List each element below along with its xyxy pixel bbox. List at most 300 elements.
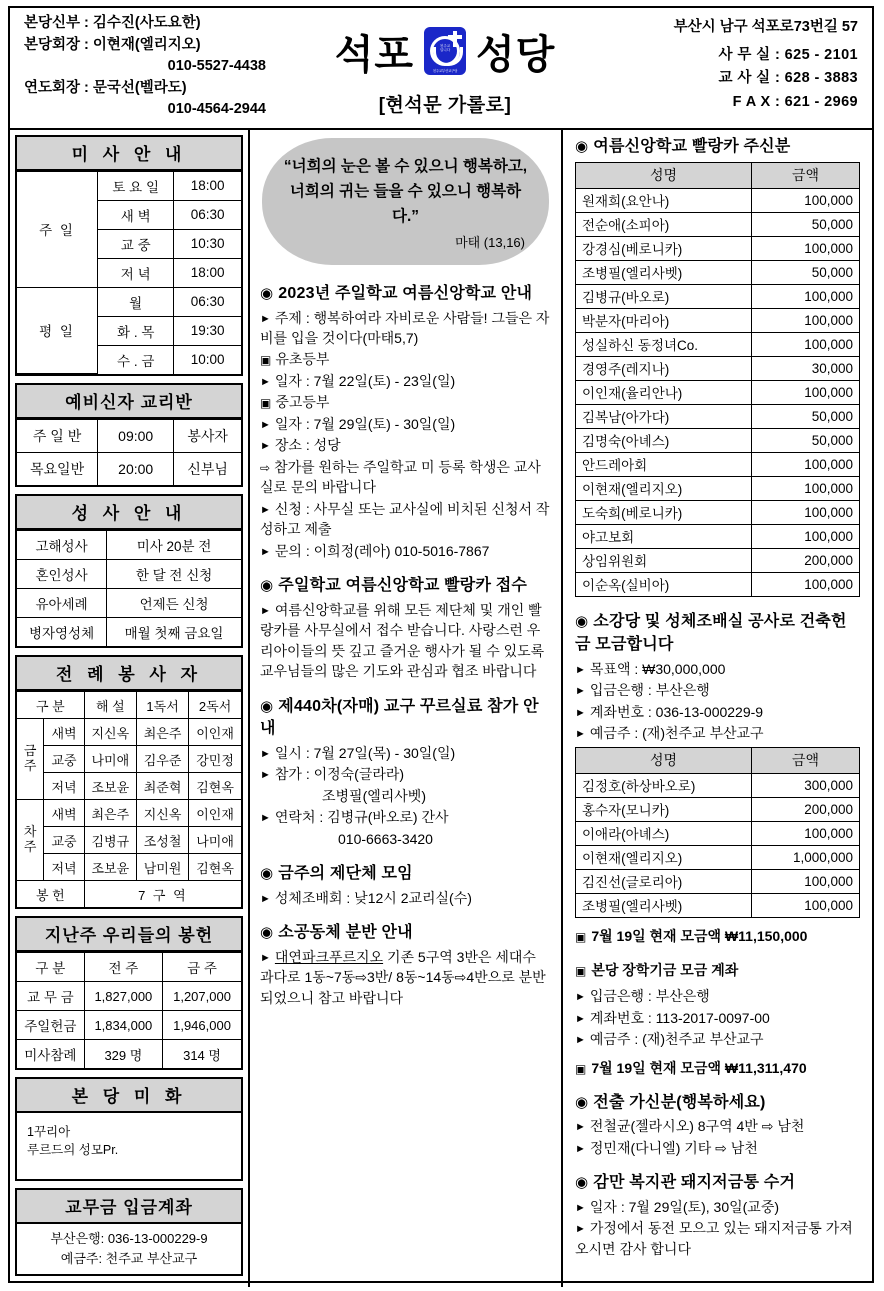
middle-sections	[260, 283, 551, 1008]
table-row	[576, 870, 860, 894]
arrow-bullet-icon: ►	[575, 1223, 586, 1236]
table-row	[17, 531, 241, 560]
liturgy-mass-time: 교중	[44, 746, 84, 773]
offering-this-week: 314 명	[163, 1040, 241, 1069]
palanka-donors-heading	[575, 136, 860, 159]
sacrament-info: 매월 첫째 금요일	[107, 618, 241, 647]
transfer-out-line-text: 전철균(젤라시오) 8구역 4반 ⇨ 남천	[589, 1118, 805, 1135]
notice-line-text: 성체조배회 : 낮12시 2교리실(수)	[274, 889, 472, 906]
table-row	[576, 237, 860, 261]
arrow-bullet-icon: ►	[260, 892, 271, 905]
square-bullet-icon: ▣	[575, 1061, 587, 1076]
sacrament-box	[15, 494, 243, 648]
arrow-bullet-icon: ►	[575, 1121, 586, 1134]
liturgy-mass-time: 새벽	[44, 800, 84, 827]
table-row	[576, 381, 860, 405]
piggybank-lines	[575, 1197, 860, 1259]
donor-name: 전순애(소피아)	[576, 213, 752, 237]
sacrament-name: 혼인성사	[17, 560, 107, 589]
liturgy-mass-time: 교중	[44, 827, 84, 854]
donor-name: 김진선(글로리아)	[576, 870, 752, 894]
notice-line-text: 대연파크푸르지오 기존 5구역 3반은 세대수 과다로 1동~7동⇨3반/ 8동~14동⇨4반으로 분반되었으니 참고 바랍니다	[260, 949, 546, 1006]
teacher-room-phone: 교 사 실 : 628 - 3883	[718, 70, 858, 86]
notice-line	[260, 764, 551, 784]
mass-day-group: 주 일	[17, 171, 98, 287]
liturgy-volunteer-name: 조성철	[136, 827, 188, 854]
arrow-bullet-icon: ►	[575, 685, 586, 698]
table-row	[17, 560, 241, 589]
palanka-donors-body	[576, 189, 860, 597]
catechumen-box	[15, 383, 243, 487]
donor-amount: 100,000	[752, 822, 860, 846]
liturgy-volunteer-name: 남미원	[136, 854, 188, 881]
piggybank-line-text: 일자 : 7월 29일(토), 30일(교중)	[589, 1199, 779, 1216]
liturgy-col-division: 구 분	[17, 692, 84, 719]
building-fund-section	[575, 611, 860, 946]
scholarship-fund-lines	[575, 986, 860, 1049]
header-title-block	[300, 8, 590, 128]
title-left-text: 석포	[334, 32, 414, 77]
table-row	[576, 525, 860, 549]
notice-section-heading-text: 주일학교 여름신앙학교 빨랑카 접수	[278, 577, 528, 595]
catechumen-title: 예비신자 교리반	[17, 385, 241, 419]
parish-chairman: 본당회장 : 이현재(엘리지오)	[24, 36, 201, 53]
mass-time-label: 월	[98, 287, 174, 316]
liturgy-volunteer-name: 지신옥	[136, 800, 188, 827]
liturgy-volunteers-body	[17, 692, 241, 908]
donor-name: 안드레아회	[576, 453, 752, 477]
beautification-line-1: 1꾸리아	[27, 1125, 71, 1139]
liturgy-week-group: 금 주	[17, 719, 44, 800]
arrow-bullet-icon: ►	[260, 418, 271, 431]
building-fund-line-text: 목표액 : ₩30,000,000	[589, 660, 726, 677]
offering-prev-week: 1,834,000	[84, 1011, 162, 1040]
table-row	[576, 477, 860, 501]
table-row	[576, 333, 860, 357]
catechumen-class: 목요일반	[17, 453, 98, 486]
header-address-block	[590, 8, 872, 128]
donor-amount: 100,000	[752, 870, 860, 894]
catechumen-time: 09:00	[98, 420, 174, 453]
notice-line	[260, 807, 551, 827]
notice-section	[260, 696, 551, 850]
notice-line-text: 중고등부	[275, 394, 330, 411]
table-row	[17, 1011, 241, 1040]
transfer-out-line	[575, 1138, 860, 1158]
arrow-bullet-icon: ►	[260, 747, 271, 760]
parish-dues-holder: 예금주: 천주교 부산교구	[60, 1250, 198, 1266]
notice-line-text: 참가 : 이정숙(글라라)	[274, 766, 405, 783]
liturgy-col-commentary: 해 설	[84, 692, 136, 719]
donor-amount: 100,000	[752, 894, 860, 918]
mass-day-group: 평 일	[17, 287, 98, 374]
donor-name: 이인재(율리안나)	[576, 381, 752, 405]
table-row	[17, 420, 241, 453]
notice-line	[260, 947, 551, 1008]
liturgy-volunteer-name: 이인재	[189, 800, 241, 827]
table-row	[576, 822, 860, 846]
arrow-bullet-icon: ►	[575, 1034, 586, 1047]
notice-line	[260, 414, 551, 434]
notice-line	[260, 457, 551, 498]
notice-section-heading	[260, 283, 551, 306]
piggybank-line	[575, 1197, 860, 1217]
liturgy-volunteer-name: 김현옥	[189, 854, 241, 881]
liturgy-volunteer-name: 최은주	[84, 800, 136, 827]
building-fund-line	[575, 680, 860, 700]
scholarship-fund-total	[575, 1058, 860, 1078]
notice-section-heading-text: 소공동체 분반 안내	[278, 924, 413, 942]
mass-time-value: 06:30	[174, 200, 241, 229]
table-row	[576, 357, 860, 381]
notice-section-heading-text: 금주의 제단체 모임	[278, 865, 413, 883]
circle-bullet-icon: ◉	[575, 1174, 589, 1192]
catechumen-class: 주 일 반	[17, 420, 98, 453]
building-fund-line-text: 계좌번호 : 036-13-000229-9	[589, 703, 764, 720]
arrow-bullet-icon: ►	[260, 812, 271, 825]
offering-category: 미사참례	[17, 1040, 84, 1069]
circle-bullet-icon: ◉	[575, 613, 589, 631]
table-row	[17, 1040, 241, 1069]
catechumen-time: 20:00	[98, 453, 174, 486]
notice-line-emphasis: 대연파크푸르지오	[274, 949, 384, 966]
beautification-body	[17, 1113, 241, 1179]
offering-prev-week: 329 명	[84, 1040, 162, 1069]
sacrament-info: 언제든 신청	[107, 589, 241, 618]
mass-time-value: 10:30	[174, 229, 241, 258]
piggybank-section	[575, 1172, 860, 1259]
mass-time-value: 19:30	[174, 316, 241, 345]
building-fund-total	[575, 926, 860, 946]
table-row	[576, 501, 860, 525]
donor-name: 박분자(마리아)	[576, 309, 752, 333]
bulletin-body	[10, 130, 872, 1288]
donor-amount: 100,000	[752, 285, 860, 309]
notice-line-text: 일시 : 7월 27일(목) - 30일(일)	[274, 744, 456, 761]
donor-name: 이현재(엘리지오)	[576, 846, 752, 870]
liturgy-mass-time: 저녁	[44, 773, 84, 800]
table-row	[576, 429, 860, 453]
mass-time-label: 교 중	[98, 229, 174, 258]
beautification-box	[15, 1077, 243, 1181]
offering-this-week: 1,946,000	[163, 1011, 241, 1040]
building-fund-heading-text: 소강당 및 성체조배실 공사로 건축헌금 모금합니다	[575, 613, 847, 653]
notice-line	[260, 392, 551, 413]
liturgy-mass-time: 새벽	[44, 719, 84, 746]
yeondo-chairman: 연도회장 : 문국선(벨라도)	[24, 79, 187, 96]
liturgy-col-reading1: 1독서	[136, 692, 188, 719]
liturgy-volunteer-name: 나미애	[84, 746, 136, 773]
mass-time-value: 18:00	[174, 171, 241, 200]
arrow-bullet-icon: ►	[575, 1012, 586, 1025]
donor-amount: 100,000	[752, 189, 860, 213]
liturgy-volunteer-name: 김병규	[84, 827, 136, 854]
building-fund-line	[575, 659, 860, 679]
donor-amount: 50,000	[752, 261, 860, 285]
scripture-quote-text: “너희의 눈은 볼 수 있으니 행복하고, 너희의 귀는 들을 수 있으니 행복하다.”	[283, 157, 528, 225]
table-row	[576, 261, 860, 285]
building-fund-line	[575, 723, 860, 743]
scholarship-fund-line	[575, 986, 860, 1006]
notice-line-text: 여름신앙학교를 위해 모든 제단체 및 개인 빨랑카를 사무실에서 접수 받습니다. 사랑스런 우리아이들의 뜻 깊고 즐거운 행사가 될 수 있도록 교우님들의 많은 기도와 관심과 협조 바랍니다	[260, 601, 545, 680]
piggybank-line-text: 가정에서 동전 모으고 있는 돼지저금통 가져오시면 감사 합니다	[575, 1220, 853, 1257]
notice-section	[260, 283, 551, 561]
scholarship-fund-heading	[575, 960, 860, 980]
liturgy-mass-time: 저녁	[44, 854, 84, 881]
notice-line-text: 연락처 : 김병규(바오로) 간사	[274, 809, 449, 826]
liturgy-volunteers-box	[15, 655, 243, 909]
notice-line-text: 일자 : 7월 29일(토) - 30일(일)	[274, 415, 456, 432]
donor-name: 경영주(레지나)	[576, 357, 752, 381]
bulletin-header	[10, 8, 872, 130]
right-column	[563, 130, 872, 1288]
liturgy-offering-value: 7 구 역	[84, 881, 241, 908]
table-row	[576, 774, 860, 798]
catechumen-body	[17, 420, 241, 486]
table-row	[576, 549, 860, 573]
donor-name: 이애라(아녜스)	[576, 822, 752, 846]
donor-name: 이현재(엘리지오)	[576, 477, 752, 501]
notice-line	[260, 888, 551, 908]
notice-section-heading	[260, 575, 551, 598]
liturgy-volunteers-title: 전 례 봉 사 자	[17, 657, 241, 691]
notice-line	[260, 786, 551, 806]
donor-amount: 100,000	[752, 333, 860, 357]
square-bullet-icon: ▣	[260, 353, 272, 368]
table-row	[576, 846, 860, 870]
page-title	[335, 23, 556, 80]
donor-amount: 100,000	[752, 309, 860, 333]
arrow-bullet-icon: ►	[575, 727, 586, 740]
scholarship-fund-heading-text: 본당 장학기금 모금 계좌	[591, 962, 739, 979]
notice-section-heading	[260, 922, 551, 945]
arrow-bullet-icon: ►	[260, 503, 271, 516]
liturgy-volunteer-name: 강민정	[189, 746, 241, 773]
notice-line-text: 참가를 원하는 주일학교 미 등록 학생은 교사실로 문의 바랍니다	[260, 458, 541, 496]
church-address: 부산시 남구 석포로73번길 57	[673, 19, 858, 35]
circle-bullet-icon: ◉	[260, 924, 274, 942]
sacrament-info: 한 달 전 신청	[107, 560, 241, 589]
notice-section-heading	[260, 696, 551, 741]
yeondo-chairman-phone: 010-4564-2944	[167, 101, 266, 117]
table-row	[17, 171, 241, 200]
offering-box	[15, 916, 243, 1070]
scholarship-fund-line-text: 입금은행 : 부산은행	[589, 988, 710, 1005]
building-fund-line-text: 입금은행 : 부산은행	[589, 682, 710, 699]
notice-line-text: 010-6663-3420	[338, 830, 433, 847]
liturgy-volunteer-name: 최은주	[136, 719, 188, 746]
donor-name: 김명숙(아녜스)	[576, 429, 752, 453]
scholarship-fund-total-text: 7월 19일 현재 모금액 ₩11,311,470	[591, 1059, 807, 1076]
donor-amount: 100,000	[752, 573, 860, 597]
donor-amount: 300,000	[752, 774, 860, 798]
table-row	[17, 287, 241, 316]
mass-schedule-title: 미 사 안 내	[17, 137, 241, 171]
scholarship-fund-section	[575, 960, 860, 1077]
arrow-bullet-icon: ►	[260, 604, 271, 617]
building-col-amount: 금액	[752, 748, 860, 774]
liturgy-offering-label: 봉 헌	[17, 881, 84, 908]
hand-pointer-icon: ⇨	[260, 460, 271, 475]
notice-line-text: 유초등부	[275, 351, 330, 368]
donor-name: 김복남(아가다)	[576, 405, 752, 429]
donor-amount: 50,000	[752, 405, 860, 429]
palanka-col-name: 성명	[576, 163, 752, 189]
donor-name: 홍수자(모니카)	[576, 798, 752, 822]
circle-bullet-icon: ◉	[575, 1093, 589, 1111]
scholarship-fund-line	[575, 1008, 860, 1028]
parish-chairman-phone: 010-5527-4438	[167, 58, 266, 74]
offering-col-1: 전 주	[84, 953, 162, 982]
scripture-quote	[262, 138, 549, 265]
offering-category: 주일헌금	[17, 1011, 84, 1040]
circle-bullet-icon: ◉	[575, 137, 589, 155]
liturgy-volunteer-name: 나미애	[189, 827, 241, 854]
notice-section	[260, 922, 551, 1008]
transfer-out-line-text: 정민재(다니엘) 기타 ⇨ 남천	[589, 1139, 758, 1156]
building-fund-heading	[575, 611, 860, 656]
donor-amount: 100,000	[752, 237, 860, 261]
notice-line-text: 문의 : 이희정(레아) 010-5016-7867	[274, 542, 490, 559]
beautification-title: 본 당 미 화	[17, 1079, 241, 1113]
arrow-bullet-icon: ►	[575, 991, 586, 1004]
piggybank-heading	[575, 1172, 860, 1195]
liturgy-volunteer-name: 지신옥	[84, 719, 136, 746]
mass-time-label: 화 . 목	[98, 316, 174, 345]
transfer-out-lines	[575, 1116, 860, 1158]
sacrament-body	[17, 531, 241, 647]
donor-name: 조병필(엘리사벳)	[576, 261, 752, 285]
notice-line	[260, 435, 551, 455]
notice-line	[260, 308, 551, 349]
notice-line-text: 일자 : 7월 22일(토) - 23일(일)	[274, 372, 456, 389]
offering-this-week: 1,207,000	[163, 982, 241, 1011]
donor-name: 상임위원회	[576, 549, 752, 573]
notice-line-text: 신청 : 사무실 또는 교사실에 비치된 신청서 작성하고 제출	[260, 500, 550, 538]
building-fund-total-text: 7월 19일 현재 모금액 ₩11,150,000	[591, 928, 808, 945]
sacrament-name: 유아세례	[17, 589, 107, 618]
notice-line	[260, 600, 551, 682]
arrow-bullet-icon: ►	[260, 440, 271, 453]
liturgy-week-group: 차 주	[17, 800, 44, 881]
table-row	[17, 854, 241, 881]
mass-time-label: 새 벽	[98, 200, 174, 229]
circle-bullet-icon: ◉	[260, 284, 274, 302]
palanka-donors-heading-text: 여름신앙학교 빨랑카 주신분	[593, 137, 791, 155]
sacrament-name: 병자영성체	[17, 618, 107, 647]
palanka-donors-section	[575, 136, 860, 598]
liturgy-volunteer-name: 이인재	[189, 719, 241, 746]
building-fund-body	[576, 774, 860, 918]
piggybank-heading-text: 감만 복지관 돼지저금통 수거	[593, 1174, 796, 1192]
table-row	[17, 827, 241, 854]
notice-section	[260, 863, 551, 908]
circle-bullet-icon: ◉	[260, 697, 274, 715]
scripture-quote-source: 마태 (13,16)	[455, 234, 525, 250]
notice-section	[260, 575, 551, 681]
notice-line-text: 장소 : 성당	[274, 437, 341, 454]
table-row	[576, 285, 860, 309]
table-row	[576, 189, 860, 213]
notice-line	[260, 499, 551, 540]
table-header-row	[17, 953, 241, 982]
offering-prev-week: 1,827,000	[84, 982, 162, 1011]
table-row	[17, 746, 241, 773]
mass-time-label: 수 . 금	[98, 345, 174, 374]
parish-dues-account-body	[17, 1224, 241, 1274]
arrow-bullet-icon: ►	[575, 1142, 586, 1155]
donor-amount: 100,000	[752, 381, 860, 405]
transfer-out-section	[575, 1092, 860, 1159]
donor-amount: 50,000	[752, 213, 860, 237]
sacrament-table	[17, 530, 241, 646]
title-right-text: 성당	[476, 32, 556, 77]
building-fund-line	[575, 702, 860, 722]
arrow-bullet-icon: ►	[260, 312, 271, 325]
offering-body	[17, 953, 241, 1069]
notice-section-heading	[260, 863, 551, 886]
notice-line	[260, 371, 551, 391]
circle-bullet-icon: ◉	[260, 865, 274, 883]
office-phone: 사 무 실 : 625 - 2101	[718, 46, 858, 63]
left-column	[10, 130, 250, 1288]
scholarship-fund-line-text: 계좌번호 : 113-2017-0097-00	[589, 1009, 770, 1026]
catechumen-teacher: 봉사자	[174, 420, 241, 453]
table-row	[576, 405, 860, 429]
building-fund-line-text: 예금주 : (재)천주교 부산교구	[589, 724, 764, 741]
transfer-out-line	[575, 1116, 860, 1136]
mass-time-value: 06:30	[174, 287, 241, 316]
table-header-row	[17, 692, 241, 719]
liturgy-volunteer-name: 조보윤	[84, 773, 136, 800]
mass-time-label: 토 요 일	[98, 171, 174, 200]
building-fund-table	[575, 747, 860, 918]
palanka-donors-table	[575, 162, 860, 597]
mass-time-label: 저 녁	[98, 258, 174, 287]
donor-name: 김병규(바오로)	[576, 285, 752, 309]
bulletin-frame	[8, 6, 874, 1283]
table-row	[576, 894, 860, 918]
building-col-name: 성명	[576, 748, 752, 774]
parish-dues-account-title: 교무금 입금계좌	[17, 1190, 241, 1224]
donor-amount: 1,000,000	[752, 846, 860, 870]
notice-section-heading-text: 제440차(자매) 교구 꾸르실료 참가 안내	[260, 697, 539, 738]
header-contacts	[10, 8, 300, 128]
donor-amount: 200,000	[752, 549, 860, 573]
arrow-bullet-icon: ►	[575, 1202, 586, 1215]
table-row	[576, 798, 860, 822]
catechumen-table	[17, 419, 241, 485]
mass-time-value: 10:00	[174, 345, 241, 374]
table-row	[576, 453, 860, 477]
mass-time-value: 18:00	[174, 258, 241, 287]
arrow-bullet-icon: ►	[260, 952, 271, 965]
table-row	[17, 719, 241, 746]
notice-section-heading-text: 2023년 주일학교 여름신앙학교 안내	[278, 284, 533, 302]
liturgy-col-reading2: 2독서	[189, 692, 241, 719]
table-row	[17, 982, 241, 1011]
square-bullet-icon: ▣	[260, 396, 272, 411]
liturgy-volunteer-name: 조보윤	[84, 854, 136, 881]
donor-amount: 30,000	[752, 357, 860, 381]
notice-line	[260, 743, 551, 763]
liturgy-volunteer-name: 김현옥	[189, 773, 241, 800]
donor-name: 야고보회	[576, 525, 752, 549]
square-bullet-icon: ▣	[575, 930, 587, 945]
table-footer-row	[17, 881, 241, 908]
parish-dues-bank: 부산은행: 036-13-000229-9	[50, 1231, 208, 1246]
donor-amount: 200,000	[752, 798, 860, 822]
